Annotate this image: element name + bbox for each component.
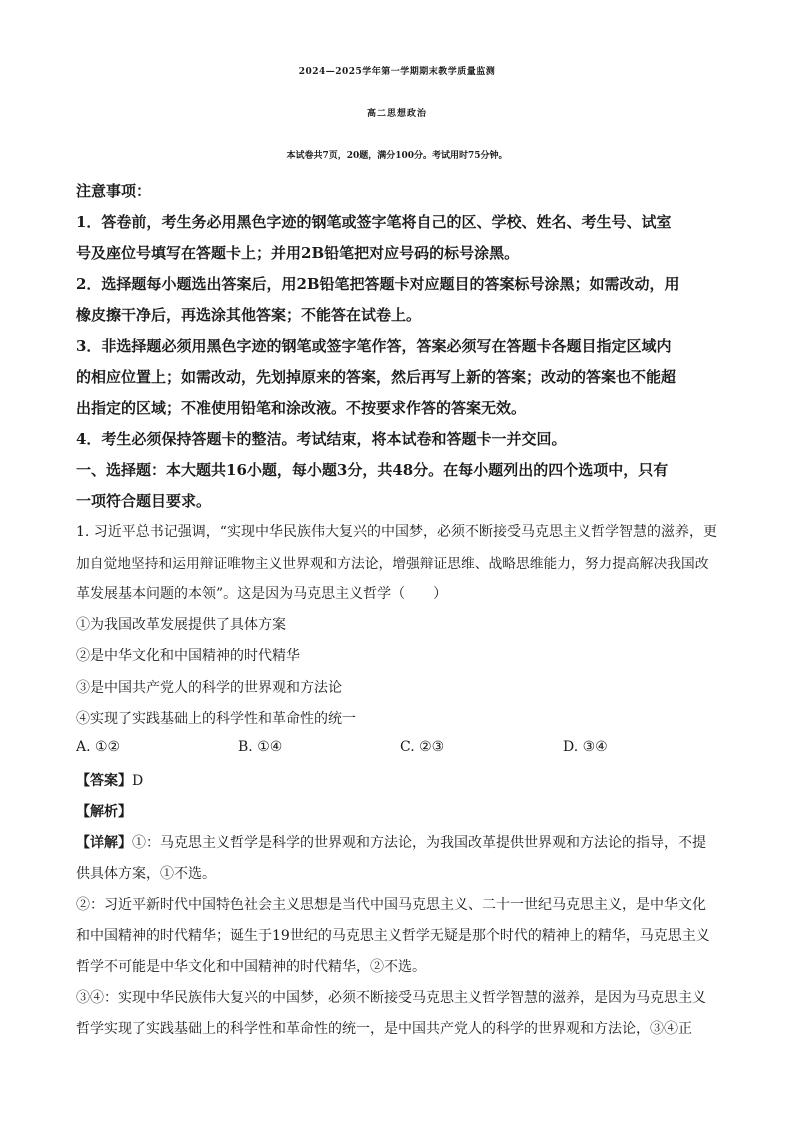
explanation-line: ③④：实现中华民族伟大复兴的中国梦，必须不断接受马克思主义哲学智慧的滋养，是因为马克思主义 [76,990,706,1006]
option-d: D. ③④ [563,739,608,755]
notice-heading: 注意事项： [76,182,152,200]
question-item: ②是中华文化和中国精神的时代精华 [76,648,300,664]
notice-line: 的相应位置上；如需改动，先划掉原来的答案，然后再写上新的答案；改动的答案也不能超 [76,368,677,386]
analysis-label: 【解析】 [76,804,132,820]
section-heading: 一、选择题：本大题共16小题，每小题3分，共48分。在每小题列出的四个选项中，只有 [76,461,669,479]
option-b: B. ①④ [238,739,283,755]
answer-value: D [132,773,144,789]
question-item: ③是中国共产党人的科学的世界观和方法论 [76,680,342,696]
exam-title: 2024—2025学年第一学期期末教学质量监测 [298,67,496,77]
option-c: C. ②③ [400,739,445,755]
question-stem: 加自觉地坚持和运用辩证唯物主义世界观和方法论，增强辩证思维、战略思维能力，努力提高解决我国改 [76,556,709,572]
explanation-line: 和中国精神的时代精华；诞生于19世纪的马克思主义哲学无疑是那个时代的精神上的精华，马克思主义 [76,928,710,944]
explanation-line: 供具体方案，①不选。 [76,866,216,882]
explanation-line: 哲学实现了实践基础上的科学性和革命性的统一，是中国共产党人的科学的世界观和方法论，③④正 [76,1021,692,1037]
question-stem: 革发展基本问题的本领”。这是因为马克思主义哲学（ ） [76,586,448,602]
answer-row [76,770,143,790]
notice-line: 出指定的区域；不准使用铅笔和涂改液。不按要求作答的答案无效。 [76,399,527,417]
question-item: ④实现了实践基础上的科学性和革命性的统一 [76,711,356,727]
explanation-line: 哲学不可能是中华文化和中国精神的时代精华，②不选。 [76,959,426,975]
notice-line: 2．选择题每小题选出答案后，用2B铅笔把答题卡对应题目的答案标号涂黑；如需改动，用 [76,275,680,293]
answer-label: 【答案】 [76,773,132,789]
notice-line: 3．非选择题必须用黑色字迹的钢笔或签字笔作答，答案必须写在答题卡各题目指定区域内 [76,337,672,355]
section-heading-cont: 一项符合题目要求。 [76,492,212,510]
detail-label: 【详解】 [76,835,132,851]
subject-title: 高二思想政治 [366,109,427,119]
notice-line: 4．考生必须保持答题卡的整洁。考试结束，将本试卷和答题卡一并交回。 [76,430,567,448]
option-a: A. ①② [76,739,121,755]
notice-line: 1．答卷前，考生务必用黑色字迹的钢笔或签字笔将自己的区、学校、姓名、考生号、试室 [76,213,672,231]
exam-info: 本试卷共7页，20题，满分100分。考试用时75分钟。 [286,151,508,161]
question-stem: 1. 习近平总书记强调，“实现中华民族伟大复兴的中国梦，必须不断接受马克思主义哲学智慧的滋养，更 [76,524,717,540]
explanation-line: ②：习近平新时代中国特色社会主义思想是当代中国马克思主义、二十一世纪马克思主义，是中华文化 [76,897,706,913]
notice-line: 橡皮擦干净后，再选涂其他答案；不能答在试卷上。 [76,306,422,324]
explanation-line: ①：马克思主义哲学是科学的世界观和方法论，为我国改革提供世界观和方法论的指导，不提 [132,835,706,851]
question-item: ①为我国改革发展提供了具体方案 [76,617,286,633]
explanation-row [76,832,706,852]
notice-line: 号及座位号填写在答题卡上；并用2B铅笔把对应号码的标号涂黑。 [76,244,520,262]
